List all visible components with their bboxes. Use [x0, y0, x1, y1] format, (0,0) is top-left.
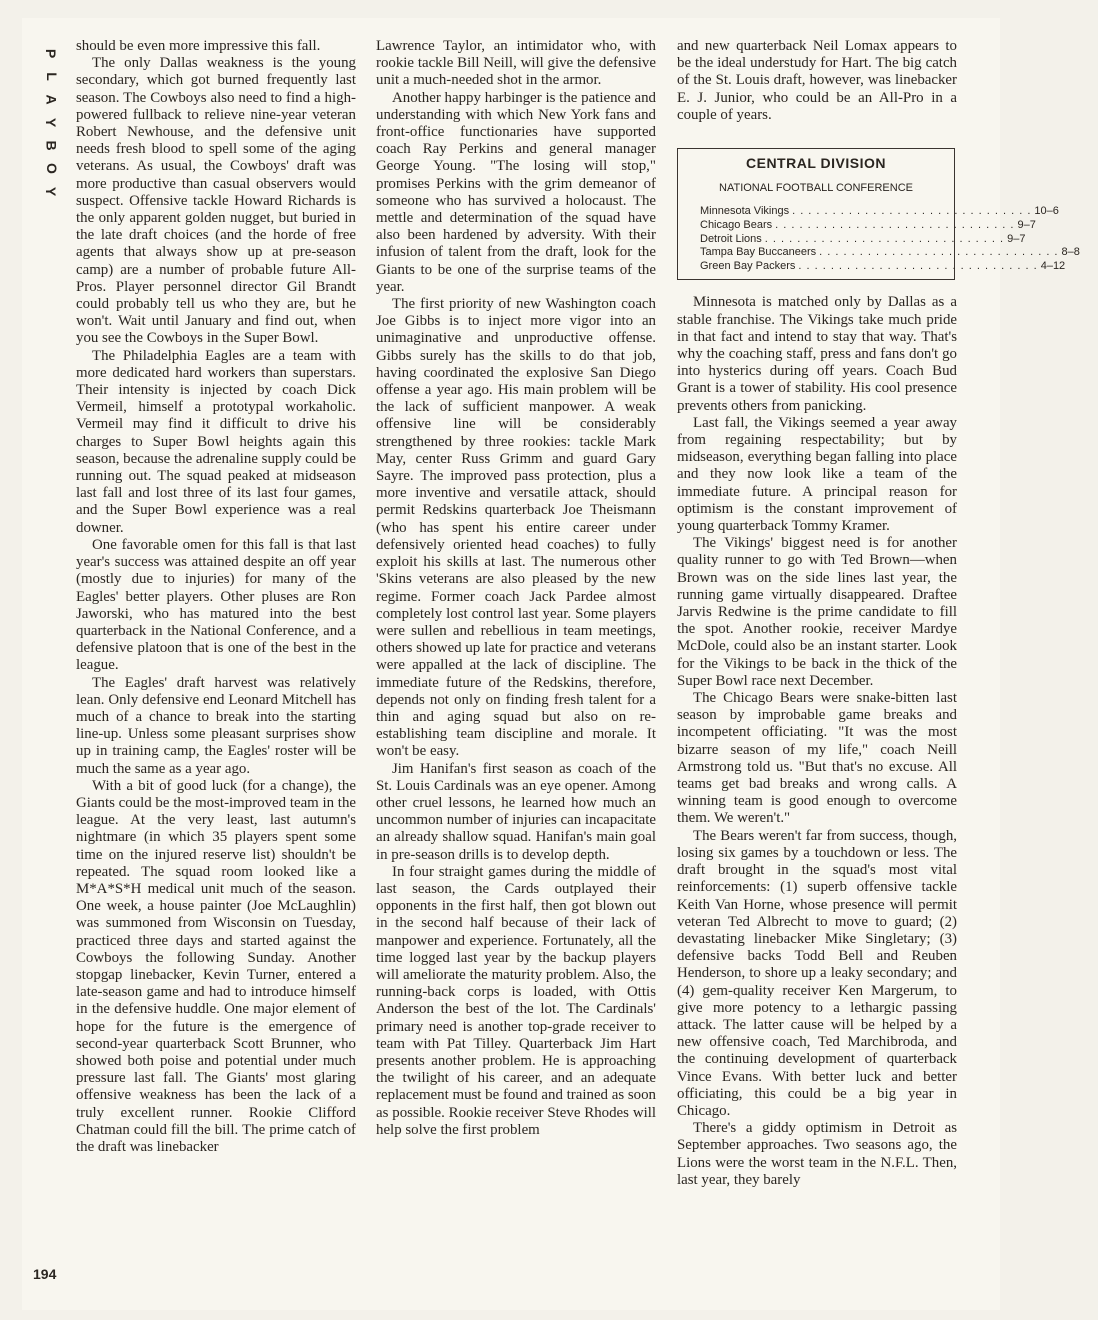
- team-record: 9–7: [1007, 232, 1026, 245]
- paragraph: The Chicago Bears were snake-bitten last season by improbable game breaks and incompetent officiating. "It was the most bizarre season of my life," coach Neill Armstrong told us. "But that's no excuse. All teams get bad breaks and wrong calls. A winning team is good enough to overcome them. We weren't.": [677, 690, 957, 827]
- masthead-letter: A: [43, 94, 60, 105]
- paragraph: Minnesota is matched only by Dallas as a stable franchise. The Vikings take much pride in that fact and intend to stay that way. That's why the coaching staff, press and fans don't go into hysterics during off years. Coach Bud Grant is a tower of stability. His cool presence prevents others from panicking.: [677, 294, 957, 414]
- column-3-bottom-text: [677, 294, 957, 1189]
- paragraph: The Philadelphia Eagles are a team with more dedicated hard workers than superstars. Their intensity is injected by coach Dick Vermeil, himself a prototypal workaholic. Vermeil may find it difficult to drive his charges to Super Bowl heights again this season, because the adrenaline supply could be running out. The squad peaked at midseason last fall and lost three of its last four games, and the Super Bowl experience was a real downer.: [76, 347, 356, 536]
- paragraph: The Eagles' draft harvest was relatively lean. Only defensive end Leonard Mitchell has much of a chance to break into the starting line-up. Unless some pleasant surprises show up in training camp, the Eagles' roster will be much the same as a year ago.: [76, 674, 356, 777]
- team-name: Chicago Bears: [700, 219, 773, 232]
- paragraph: One favorable omen for this fall is that last year's success was attained despite an off year (mostly due to injuries) for many of the Eagles' better players. Other pluses are Ron Jaworski, who has matured into the best quarterback in the National Conference, and a defensive platoon that is one of the best in the league.: [76, 536, 356, 674]
- standings-box: [677, 148, 1080, 280]
- dot-leader: . . . . . . . . . . . . . . . . . . . . . . . . . . . . . .: [819, 246, 1059, 259]
- standings-row: [700, 232, 1026, 247]
- standings-table: [700, 205, 1080, 273]
- paragraph: The only Dallas weakness is the young secondary, which got burned frequently last season. The Cowboys also need to find a high-powered fullback to relieve nine-year veteran Robert Newhouse, and the defensive unit needs fresh blood to spell some of the aging veterans. As usual, the Cowboys' draft was more productive than casual observers would suspect. Offensive tackle Howard Richards is the only apparent golden nugget, but buried in the late draft choices (and the horde of free agents that always show up at pre-season camp) are a number of probable future All-Pros. Player personnel director Gil Brandt could probably tell us who they are, but he won't. Wait until January and find out, when you see the Cowboys in the Super Bowl.: [76, 55, 356, 347]
- masthead-letter: Y: [43, 117, 60, 128]
- masthead-letter: L: [43, 72, 60, 81]
- article-column-2: [376, 38, 656, 1288]
- standings-subtitle: NATIONAL FOOTBALL CONFERENCE: [719, 182, 913, 195]
- standings-row: [700, 219, 1036, 233]
- paragraph: The Bears weren't far from success, though, losing six games by a touchdown or less. The draft brought in the squad's most vital reinforcements: (1) superb offensive tackle Keith Van Horne, whose presence will permit veteran Ted Albrecht to move to guard; (2) devastating linebacker Mike Singletary; (3) defensive backs Todd Bell and Reuben Henderson, to shore up a leaky secondary; and (4) gem-quality receiver Ken Margerum, to give more potency to a lethargic passing attack. The latter cause will be helped by a new offensive coach, Ted Marchibroda, and the continuing development of quarterback Vince Evans. With better luck and better officiating, this could be a big year in Chicago.: [677, 827, 957, 1119]
- dot-leader: . . . . . . . . . . . . . . . . . . . . . . . . . . . . . .: [798, 259, 1038, 272]
- dot-leader: . . . . . . . . . . . . . . . . . . . . . . . . . . . . . .: [764, 232, 1005, 245]
- paragraph: Jim Hanifan's first season as coach of the St. Louis Cardinals was an eye opener. Among other cruel lessons, he learned how much an uncommon number of injuries can incapacitate an already shallow squad. Hanifan's main goal in pre-season drills is to develop depth.: [376, 760, 656, 863]
- standings-row: [700, 205, 1059, 219]
- masthead-vertical: [40, 42, 62, 203]
- paragraph: The first priority of new Washington coach Joe Gibbs is to inject more vigor into an unimaginative and unproductive offense. Gibbs surely has the skills to do that job, having coordinated the explosive San Diego offense a year ago. His main problem will be the lack of sufficient manpower. A weak offensive line will be considerably strengthened by three rookies: tackle Mark May, center Russ Grimm and guard Gary Sayre. The improved pass protection, plus a more inventive and versatile attack, should permit Redskins quarterback Joe Theismann (who has spent his entire career under defensively oriented head coaches) to fully exploit his skills at last. The numerous other 'Skins veterans are also pleased by the new regime. Former coach Jack Pardee almost completely lost control last year. Some players were sullen and rebellious in team meetings, others showed up late for practice and veterans were appalled at the lack of discipline. The immediate future of the Redskins, therefore, depends not only on finding fresh talent for a thin and aging squad but also on re-establishing team discipline and morale. It won't be easy.: [376, 296, 656, 760]
- paragraph: There's a giddy optimism in Detroit as September approaches. Two seasons ago, the Lions were the worst team in the N.F.L. Then, last year, they barely: [677, 1120, 957, 1188]
- paragraph: The Vikings' biggest need is for another quality runner to go with Ted Brown—when Brown was on the side lines last year, the running game virtually disappeared. Draftee Jarvis Redwine is the prime candidate to fill the spot. Another rookie, receiver Mardye McDole, could also be an instant starter. Look for the Vikings to be back in the thick of the Super Bowl race next December.: [677, 535, 957, 689]
- paragraph: should be even more impressive this fall.: [76, 38, 321, 54]
- article-column-3: [677, 38, 1080, 1288]
- paragraph: and new quarterback Neil Lomax appears to be the ideal understudy for Hart. The big catch of the St. Louis draft, however, was linebacker E. J. Junior, who could be an All-Pro in a couple of years.: [677, 38, 957, 123]
- paragraph: With a bit of good luck (for a change), the Giants could be the most-improved team in the league. At the very least, last autumn's nightmare (in which 35 players spent some time on the injured reserve list) shouldn't be repeated. The squad room looked like a M*A*S*H medical unit much of the season. One week, a house painter (Joe McLaughlin) was summoned from Wisconsin on Tuesday, practiced three days and started against the Cowboys the following Sunday. Another stopgap linebacker, Kevin Turner, entered a late-season game and had to introduce himself in the defensive huddle. One major element of hope for the future is the emergence of second-year quarterback Scott Brunner, who showed both poise and potential under much pressure last fall. The Giants' most glaring offensive weakness has been the lack of a truly excellent runner. Rookie Clifford Chatman could fill the bill. The prime catch of the draft was linebacker: [76, 777, 356, 1155]
- team-name: Minnesota Vikings: [700, 205, 790, 218]
- masthead-letter: B: [43, 140, 60, 151]
- team-record: 10–6: [1034, 205, 1059, 218]
- team-name: Detroit Lions: [700, 232, 762, 245]
- masthead-letter: Y: [43, 186, 60, 197]
- standings-row: [700, 246, 1080, 260]
- page-number: 194: [33, 1266, 57, 1282]
- team-name: Tampa Bay Buccaneers: [700, 246, 817, 259]
- masthead-letter: P: [43, 48, 60, 59]
- dot-leader: . . . . . . . . . . . . . . . . . . . . . . . . . . . . . .: [775, 219, 1015, 232]
- article-column-1: [76, 38, 356, 1288]
- paragraph: In four straight games during the middle of last season, the Cards outplayed their opponents in the first half, then got blown out in the second half because of their lack of manpower and experience. Fortunately, all the time logged last year by the backup players will ameliorate the maturity problem. Also, the running-back corps is loaded, with Ottis Anderson the best of the lot. The Cardinals' primary need is another top-grade receiver to team with Pat Tilley. Quarterback Jim Hart presents another problem. He is approaching the twilight of his career, and an adequate replacement must be found and trained as soon as possible. Rookie receiver Steve Rhodes will help solve the first problem: [376, 863, 656, 1138]
- column-3-top-text: [677, 38, 957, 124]
- masthead-letter: O: [43, 163, 60, 174]
- team-record: 9–7: [1017, 219, 1036, 232]
- paragraph: Another happy harbinger is the patience and understanding with which New York fans and front-office functionaries have supported coach Ray Perkins and general manager George Young. "The losing will stop," promises Perkins with the grim demeanor of someone who has survived a holocaust. The mettle and determination of the squad have also been hardened by adversity. With their infusion of talent from the draft, look for the Giants to be one of the surprise teams of the year.: [376, 89, 656, 295]
- team-record: 8–8: [1061, 246, 1080, 259]
- team-name: Green Bay Packers: [700, 259, 796, 272]
- paragraph: Lawrence Taylor, an intimidator who, with rookie tackle Bill Neill, will give the defensive unit a much-needed shot in the armor.: [376, 38, 656, 89]
- standings-row: [700, 259, 1066, 274]
- standings-title: CENTRAL DIVISION: [746, 155, 886, 172]
- dot-leader: . . . . . . . . . . . . . . . . . . . . . . . . . . . . . .: [792, 205, 1032, 218]
- paragraph: Last fall, the Vikings seemed a year away from regaining respectability; but by midseason, everything began falling into place and they now look like a team of the immediate future. A principal reason for optimism is the constant improvement of young quarterback Tommy Kramer.: [677, 414, 957, 535]
- team-record: 4–12: [1040, 259, 1066, 272]
